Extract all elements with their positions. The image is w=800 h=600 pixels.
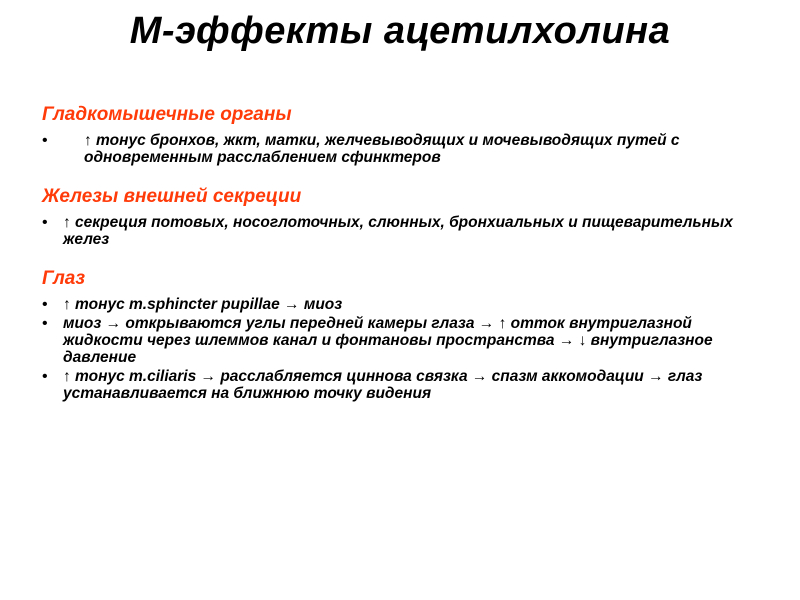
list-item-text: миоз → открываются углы передней камеры глаза → ↑ отток внутриглазной жидкости через шлеммов канал и фонтановы пространства → ↓ внутриглазное давление [63,315,713,366]
section-exocrine-glands [42,185,762,248]
slide-content [42,103,762,421]
list-item-text: ↑ тонус m.ciliaris → расслабляется циннова связка → спазм аккомодации → глаз устанавливается на ближнюю точку видения [63,368,703,402]
section-heading: Гладкомышечные органы [42,104,292,125]
section-heading: Глаз [42,268,86,289]
bullet-icon: • [42,132,48,149]
bullet-icon: • [42,368,48,385]
list-item [42,315,762,366]
list-item-text: ↑ тонус m.sphincter pupillae → миоз [63,296,343,313]
section-smooth-muscle [42,103,762,166]
list-item-text: ↑ секреция потовых, носоглоточных, слюнных, бронхиальных и пищеварительных желез [63,214,733,248]
bullet-list [42,214,762,248]
list-item [42,296,762,313]
list-item [42,368,762,402]
list-item [42,214,762,248]
bullet-icon: • [42,296,48,313]
list-item-text: ↑ тонус бронхов, жкт, матки, желчевыводящих и мочевыводящих путей с одновременным расслаблением сфинктеров [84,132,680,166]
list-item [42,132,762,166]
section-eye [42,267,762,402]
bullet-list [42,296,762,402]
slide-title: М-эффекты ацетилхолина [129,10,671,52]
bullet-icon: • [42,315,48,332]
section-heading: Железы внешней секреции [42,186,302,207]
bullet-list [42,132,762,166]
bullet-icon: • [42,214,48,231]
